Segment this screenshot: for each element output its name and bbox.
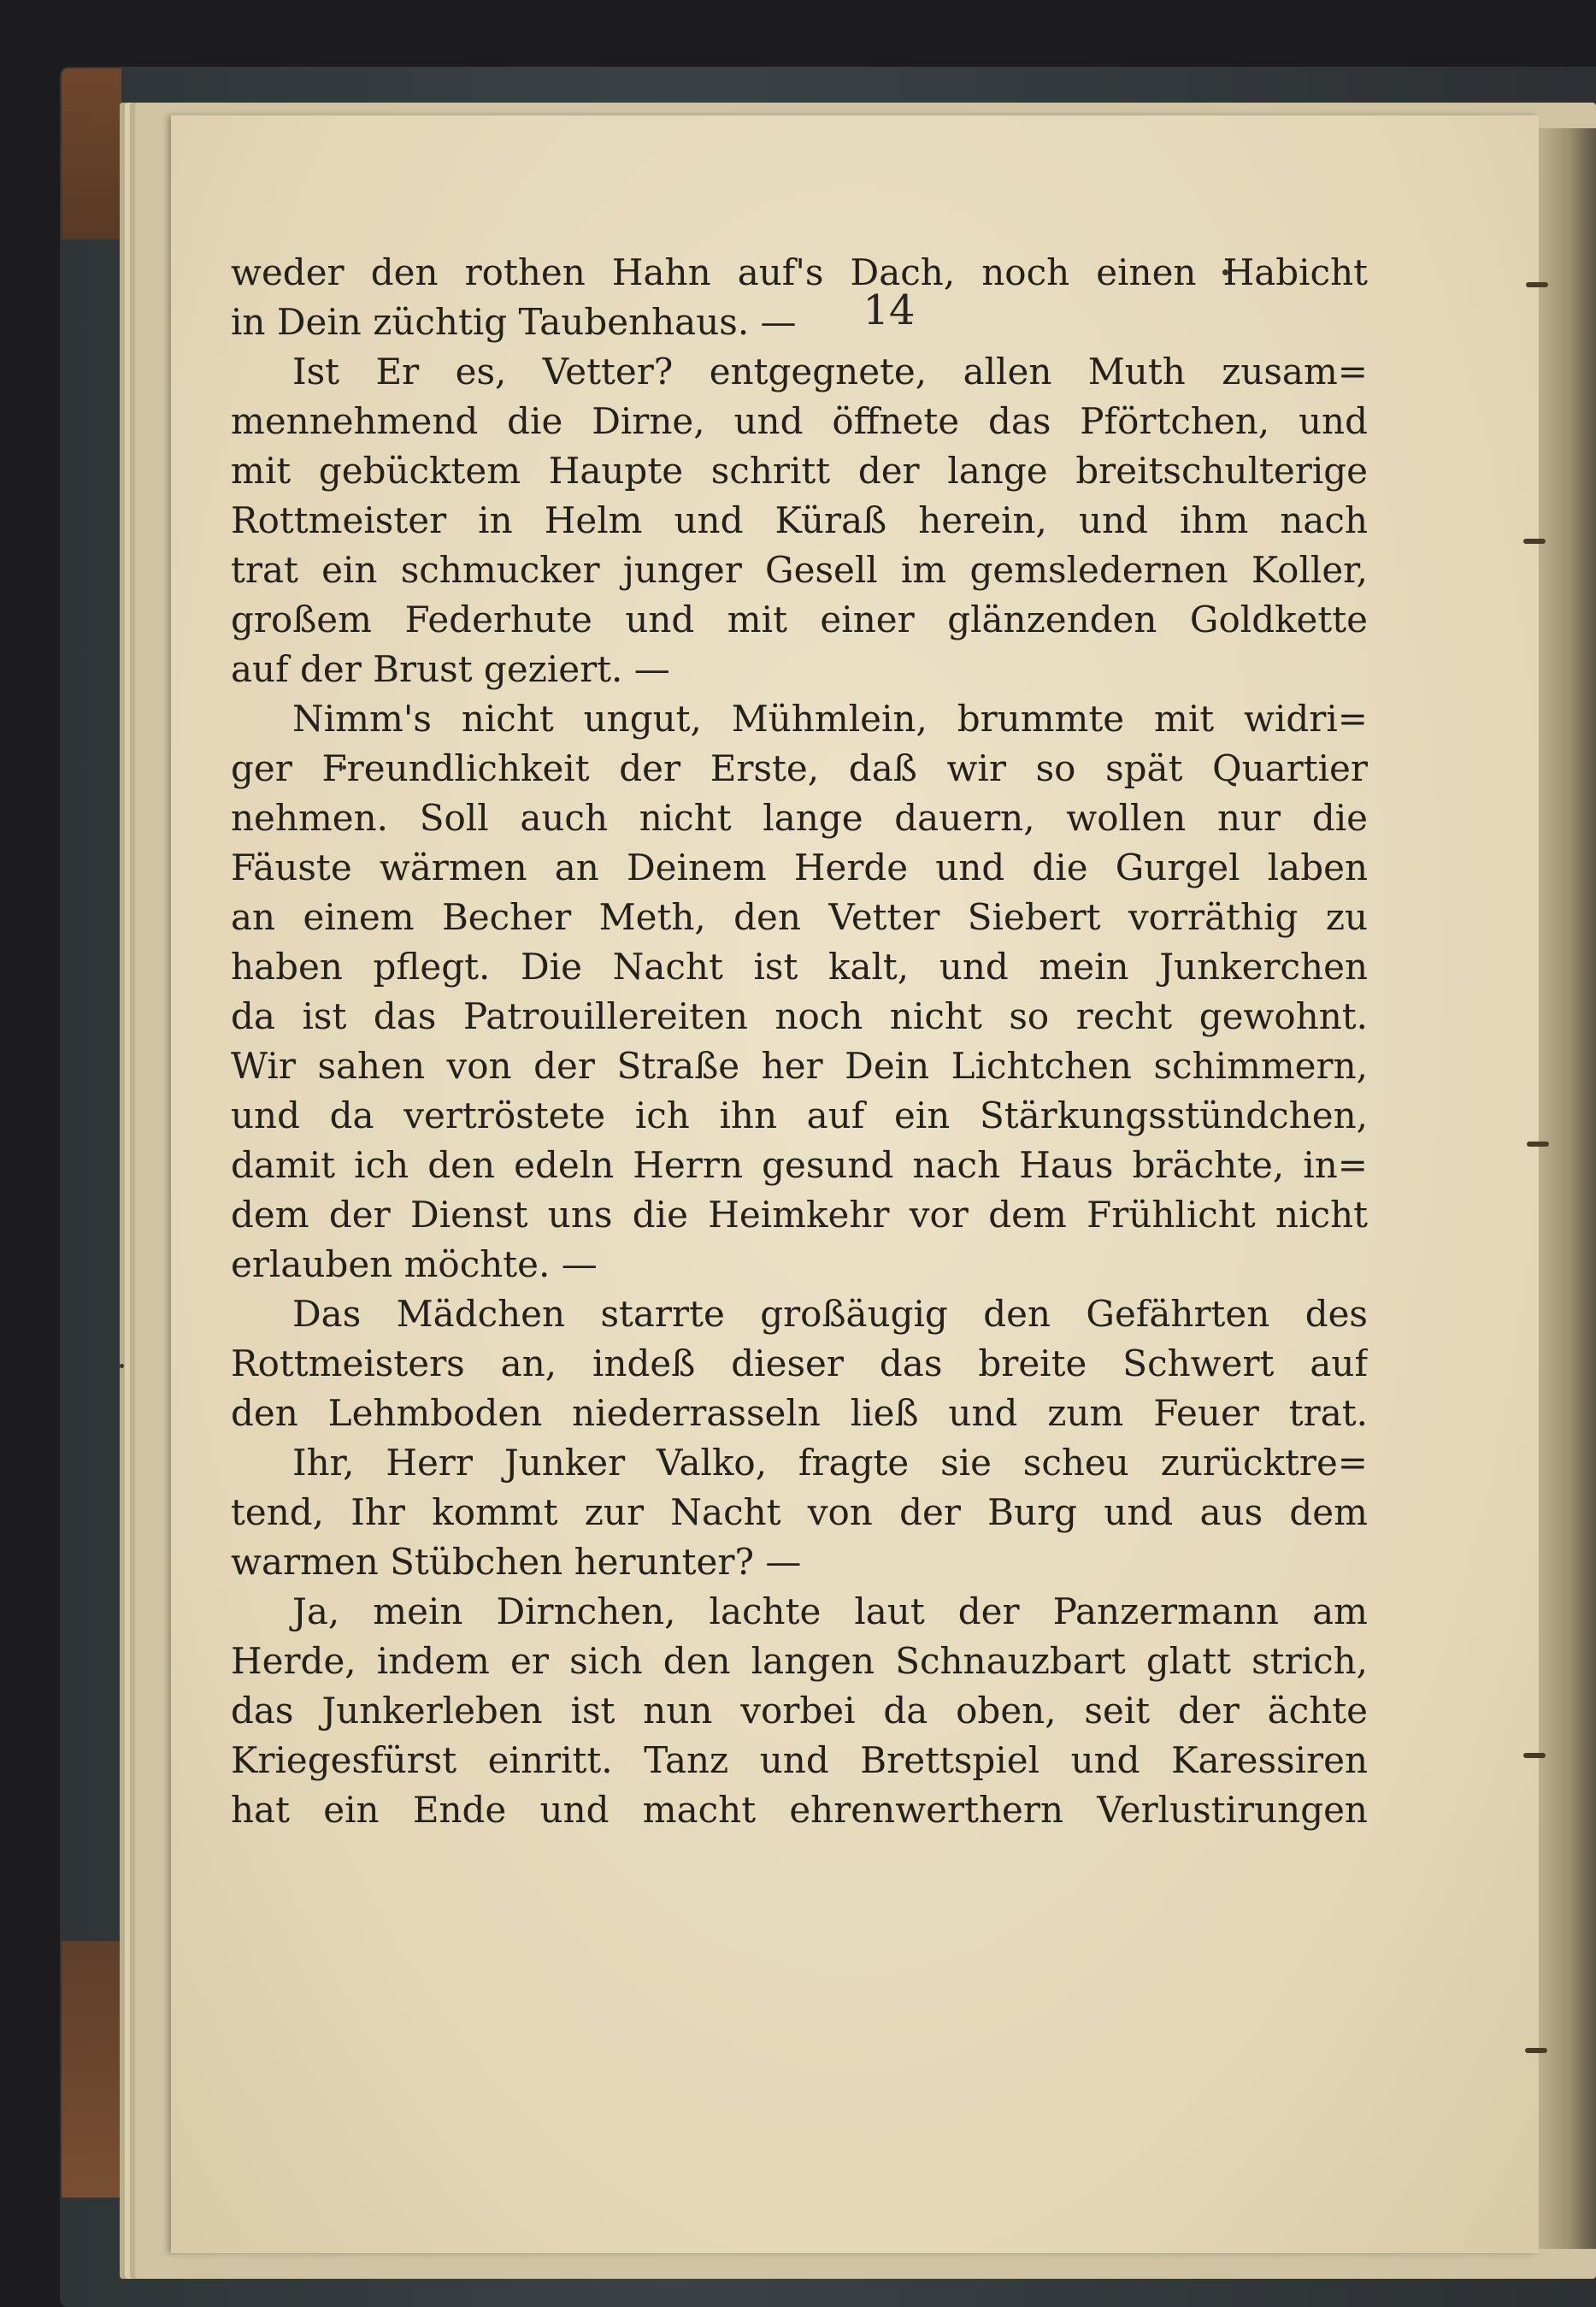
text-line: ger Freundlichkeit der Erste, daß wir so spät Quartier [231,747,1368,789]
text-line: nehmen. Soll auch nicht lange dauern, wollen nur die [231,797,1368,839]
text-line: das Junkerleben ist nun vorbei da oben, seit der ächte [231,1690,1368,1732]
text-line: trat ein schmucker junger Gesell im gemsledernen Koller, [231,549,1368,591]
text-line: Herde, indem er sich den langen Schnauzbart glatt strich, [231,1640,1368,1682]
text-line: Rottmeisters an, indeß dieser das breite Schwert auf [231,1342,1368,1384]
text-line: in Dein züchtig Taubenhaus. — [231,301,797,343]
facing-page-edge [1530,128,1596,2249]
text-line: Kriegesfürst einritt. Tanz und Brettspiel und Karessiren [231,1739,1368,1781]
text-line: Ist Er es, Vetter? entgegnete, allen Muth zusam= [292,351,1368,392]
text-line: Nimm's nicht ungut, Mühmlein, brummte mit widri= [292,698,1368,740]
text-line: da ist das Patrouillereiten noch nicht so recht gewohnt. [231,995,1368,1037]
text-line: und da vertröstete ich ihn auf ein Stärkungsstündchen, [231,1094,1368,1136]
text-line: haben pflegt. Die Nacht ist kalt, und mein Junkerchen [231,946,1368,988]
cover-edge-leather [62,1941,121,2198]
text-line: großem Federhute und mit einer glänzenden Goldkette [231,599,1368,640]
text-line: den Lehmboden niederrasseln ließ und zum Feuer trat. [231,1392,1368,1434]
text-line: Ja, mein Dirnchen, lachte laut der Panzermann am [292,1590,1368,1632]
page-edge-mark [1523,1753,1546,1758]
text-line: Rottmeister in Helm und Küraß herein, und ihm nach [231,499,1368,541]
text-line: mennehmend die Dirne, und öffnete das Pförtchen, und [231,400,1368,442]
page-edge-mark [1525,2048,1547,2053]
text-line: Wir sahen von der Straße her Dein Lichtchen schimmern, [231,1045,1368,1087]
page-edge-mark [1526,282,1548,287]
page-number: 14 [863,286,916,334]
text-line: dem der Dienst uns die Heimkehr vor dem Frühlicht nicht [231,1194,1368,1236]
text-line: Ihr, Herr Junker Valko, fragte sie scheu zurücktre= [292,1442,1368,1484]
text-line: erlauben möchte. — [231,1243,598,1285]
text-line: Fäuste wärmen an Deinem Herde und die Gurgel laben [231,847,1368,888]
text-line: warmen Stübchen herunter? — [231,1541,802,1583]
page-text [231,248,1368,1835]
text-line: Das Mädchen starrte großäugig den Gefährten des [292,1293,1368,1335]
text-line: an einem Becher Meth, den Vetter Siebert vorräthig zu [231,896,1368,938]
text-line: weder den rothen Hahn auf's Dach, noch einen Habicht [231,251,1368,293]
text-line: damit ich den edeln Herrn gesund nach Haus brächte, in= [231,1144,1368,1186]
text-line: auf der Brust geziert. — [231,648,670,690]
text-line: mit gebücktem Haupte schritt der lange breitschulterige [231,450,1368,492]
page-edge-mark [1527,1142,1549,1147]
ink-speck [120,1364,124,1368]
page-edge-mark [1523,539,1546,544]
text-line: tend, Ihr kommt zur Nacht von der Burg und aus dem [231,1491,1368,1533]
cover-corner-leather [62,68,121,239]
text-line: hat ein Ende und macht ehrenwerthern Verlustirungen [231,1789,1368,1831]
